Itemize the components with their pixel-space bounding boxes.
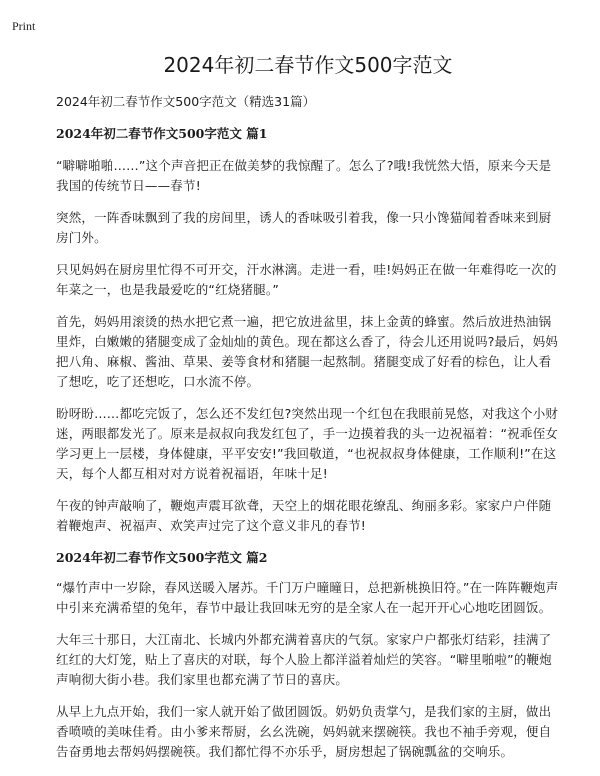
document-page [56,48,560,762]
section-heading-2: 2024年初二春节作文500字范文 篇2 [56,550,268,565]
paragraph: 只见妈妈在厨房里忙得不可开交，汗水淋漓。走进一看，哇!妈妈正在做一年难得吃一次的年菜之一，也是我最爱吃的“红烧猪腿。” [56,262,557,297]
paragraph: 突然，一阵香味飘到了我的房间里，诱人的香味吸引着我，像一只小馋猫闻着香味来到厨房门外。 [56,210,552,245]
paragraph: “噼噼啪啪……”这个声音把正在做美梦的我惊醒了。怎么了?哦!我恍然大悟，原来今天是我国的传统节日——春节! [56,158,552,193]
paragraph: 大年三十那日，大江南北、长城内外都充满着喜庆的气氛。家家户户都张灯结彩，挂满了红红的大灯笼，贴上了喜庆的对联，每个人脸上都洋溢着灿烂的笑容。“噼里啪啦”的鞭炮声响彻大街小巷。我们家里也都充满了节日的喜庆。 [56,632,552,687]
paragraph: 午夜的钟声敲响了，鞭炮声震耳欲聋，天空上的烟花眼花缭乱、绚丽多彩。家家户户伴随着鞭炮声、祝福声、欢笑声过完了这个意义非凡的春节! [56,498,552,533]
paragraph: 盼呀盼……都吃完饭了，怎么还不发红包?突然出现一个红包在我眼前晃悠，对我这个小财迷，两眼都发光了。原来是叔叔向我发红包了，手一边摸着我的头一边祝福着：“祝乖侄女学习更上一层楼，身体健康，平平安安!”我回敬道，“也祝叔叔身体健康，工作顺利!”在这天，每个人都互相对对方说着祝福语，年味十足! [56,406,559,481]
paragraph: 从早上九点开始，我们一家人就开始了做团圆饭。奶奶负责掌勺，是我们家的主厨，做出香喷喷的美味佳肴。由小爹来帮厨，幺幺洗碗，妈妈就来摆碗筷。我也不袖手旁观，便自告奋勇地去帮妈妈摆碗筷。我们都忙得不亦乐乎，厨房想起了锅碗瓢盆的交响乐。 [56,704,552,759]
print-link[interactable]: Print [12,19,36,33]
paragraph: 首先，妈妈用滚烫的热水把它煮一遍，把它放进盆里，抹上金黄的蜂蜜。然后放进热油锅里炸，白嫩嫩的猪腿变成了金灿灿的黄色。现在都这么香了，待会儿还用说吗?最后，妈妈把八角、麻椒、酱油、草果、姜等食材和猪腿一起熬制。猪腿变成了好看的棕色，让人看了想吃，吃了还想吃，口水流不停。 [56,314,559,389]
section-heading-1: 2024年初二春节作文500字范文 篇1 [56,126,268,141]
paragraph: “爆竹声中一岁除，春风送暖入屠苏。千门万户曈曈日，总把新桃换旧符。”在一阵阵鞭炮声中引来充满希望的兔年，春节中最让我回味无穷的是全家人在一起开开心心地吃团圆饭。 [56,580,559,615]
document-subtitle: 2024年初二春节作文500字范文（精选31篇） [56,94,316,109]
document-title: 2024年初二春节作文500字范文 [163,53,453,77]
